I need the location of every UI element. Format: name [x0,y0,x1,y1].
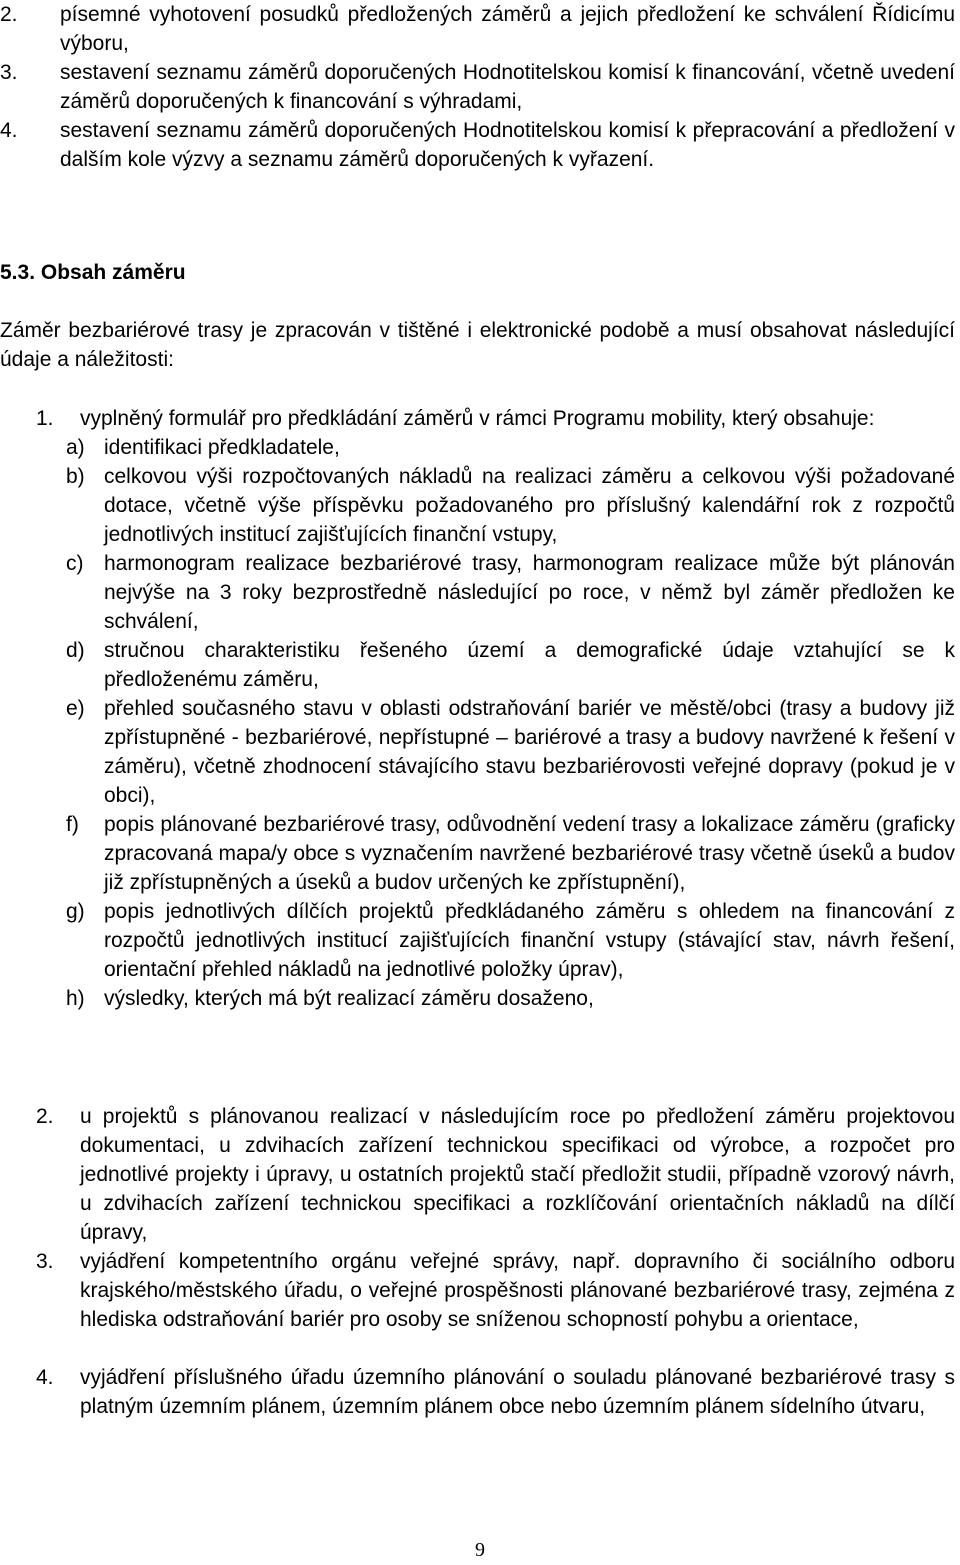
list-item-number: 2. [36,1105,54,1128]
list-item [0,116,955,174]
sub-list-text: přehled současného stavu v oblasti odstraňování bariér ve městě/obci (trasy a budovy již zpřístupněné - bezbariérové, nepřístupné – bariérové a trasy a budovy navržené k řešení v záměru), včetně zhodnocení stávajícího stavu bezbariérovosti veřejné dopravy (pokud je v obci), [104,697,955,807]
list-item [0,58,955,116]
list-item-number: 2. [0,3,18,26]
sub-list-letter: h) [66,987,85,1010]
list-item-text: sestavení seznamu záměrů doporučených Hodnotitelskou komisí k přepracování a předložení v dalším kole výzvy a seznamu záměrů doporučených k vyřazení. [60,119,955,171]
sub-list-text: identifikaci předkladatele, [104,436,340,459]
sub-list-letter: a) [66,436,85,459]
list-item [36,1363,955,1421]
section-intro: Záměr bezbariérové trasy je zpracován v tištěné i elektronické podobě a musí obsahovat následující údaje a náležitosti: [0,319,955,371]
list-item-text: u projektů s plánovanou realizací v následujícím roce po předložení záměru projektovou dokumentaci, u zdvihacích zařízení technickou specifikaci od výrobce, a rozpočet pro jednotlivé projekty i úpravy, u ostatních projektů stačí předložit studii, případně vzorový návrh, u zdvihacích zařízení technickou specifikaci a rozklíčování orientačních nákladů na dílčí úpravy, [80,1105,955,1244]
list-item-text: sestavení seznamu záměrů doporučených Hodnotitelskou komisí k financování, včetně uvedení záměrů doporučených k financování s výhradami, [60,61,955,113]
list-item-number: 3. [0,61,18,84]
sub-list-item [66,810,955,897]
page-number: 9 [475,1539,485,1561]
list-item-number: 3. [36,1250,54,1273]
list-item-number: 4. [0,119,18,142]
sub-list-item [66,636,955,694]
list-item-text: vyplněný formulář pro předkládání záměrů v rámci Programu mobility, který obsahuje: [80,407,875,430]
sub-list-text: výsledky, kterých má být realizací záměru dosaženo, [104,987,594,1010]
sub-list-item [66,549,955,636]
sub-list-letter: g) [66,900,85,923]
sub-list-letter: f) [66,813,79,836]
list-item-text: písemné vyhotovení posudků předložených záměrů a jejich předložení ke schválení Řídicímu výboru, [60,3,955,55]
list-item-text: vyjádření kompetentního orgánu veřejné správy, např. dopravního či sociálního odboru krajského/městského úřadu, o veřejné prospěšnosti plánované bezbariérové trasy, zejména z hlediska odstraňování bariér pro osoby se sníženou schopností pohybu a orientace, [80,1250,955,1331]
sub-list-text: harmonogram realizace bezbariérové trasy, harmonogram realizace může být plánován nejvýše na 3 roky bezprostředně následující po roce, v němž byl záměr předložen ke schválení, [104,552,955,633]
sub-list-item [66,433,955,462]
sub-list-letter: b) [66,465,85,488]
sub-list-item [66,897,955,984]
sub-list-text: popis plánované bezbariérové trasy, odůvodnění vedení trasy a lokalizace záměru (graficky zpracovaná mapa/y obce s vyznačením navržené bezbariérové trasy včetně úseků a budov již zpřístupněných a úseků a budov určených ke zpřístupnění), [104,813,955,894]
sub-list-letter: c) [66,552,84,575]
sub-list-text: celkovou výši rozpočtovaných nákladů na realizaci záměru a celkovou výši požadované dotace, včetně výše příspěvku požadovaného pro příslušný kalendářní rok z rozpočtů jednotlivých institucí zajišťujících finanční vstupy, [104,465,955,546]
sub-list-letter: e) [66,697,85,720]
sub-list-text: popis jednotlivých dílčích projektů předkládaného záměru s ohledem na financování z rozpočtů jednotlivých institucí zajišťujících finanční vstupy (stávající stav, návrh řešení, orientační přehled nákladů na jednotlivé položky úprav), [104,900,955,981]
list-item-number: 1. [36,407,54,430]
list-item [36,1102,955,1247]
list-item-number: 4. [36,1366,54,1389]
list-item [36,1247,955,1334]
list-item [36,404,955,1013]
sub-list-letter: d) [66,639,85,662]
sub-list-text: stručnou charakteristiku řešeného území a demografické údaje vztahující se k předloženému záměru, [104,639,955,691]
list-item [0,0,955,58]
sub-list-item [66,984,955,1013]
sub-list-item [66,694,955,810]
list-item-text: vyjádření příslušného úřadu územního plánování o souladu plánované bezbariérové trasy s platným územním plánem, územním plánem obce nebo územním plánem sídelního útvaru, [80,1366,955,1418]
section-heading: 5.3. Obsah záměru [0,261,186,284]
sub-list-item [66,462,955,549]
